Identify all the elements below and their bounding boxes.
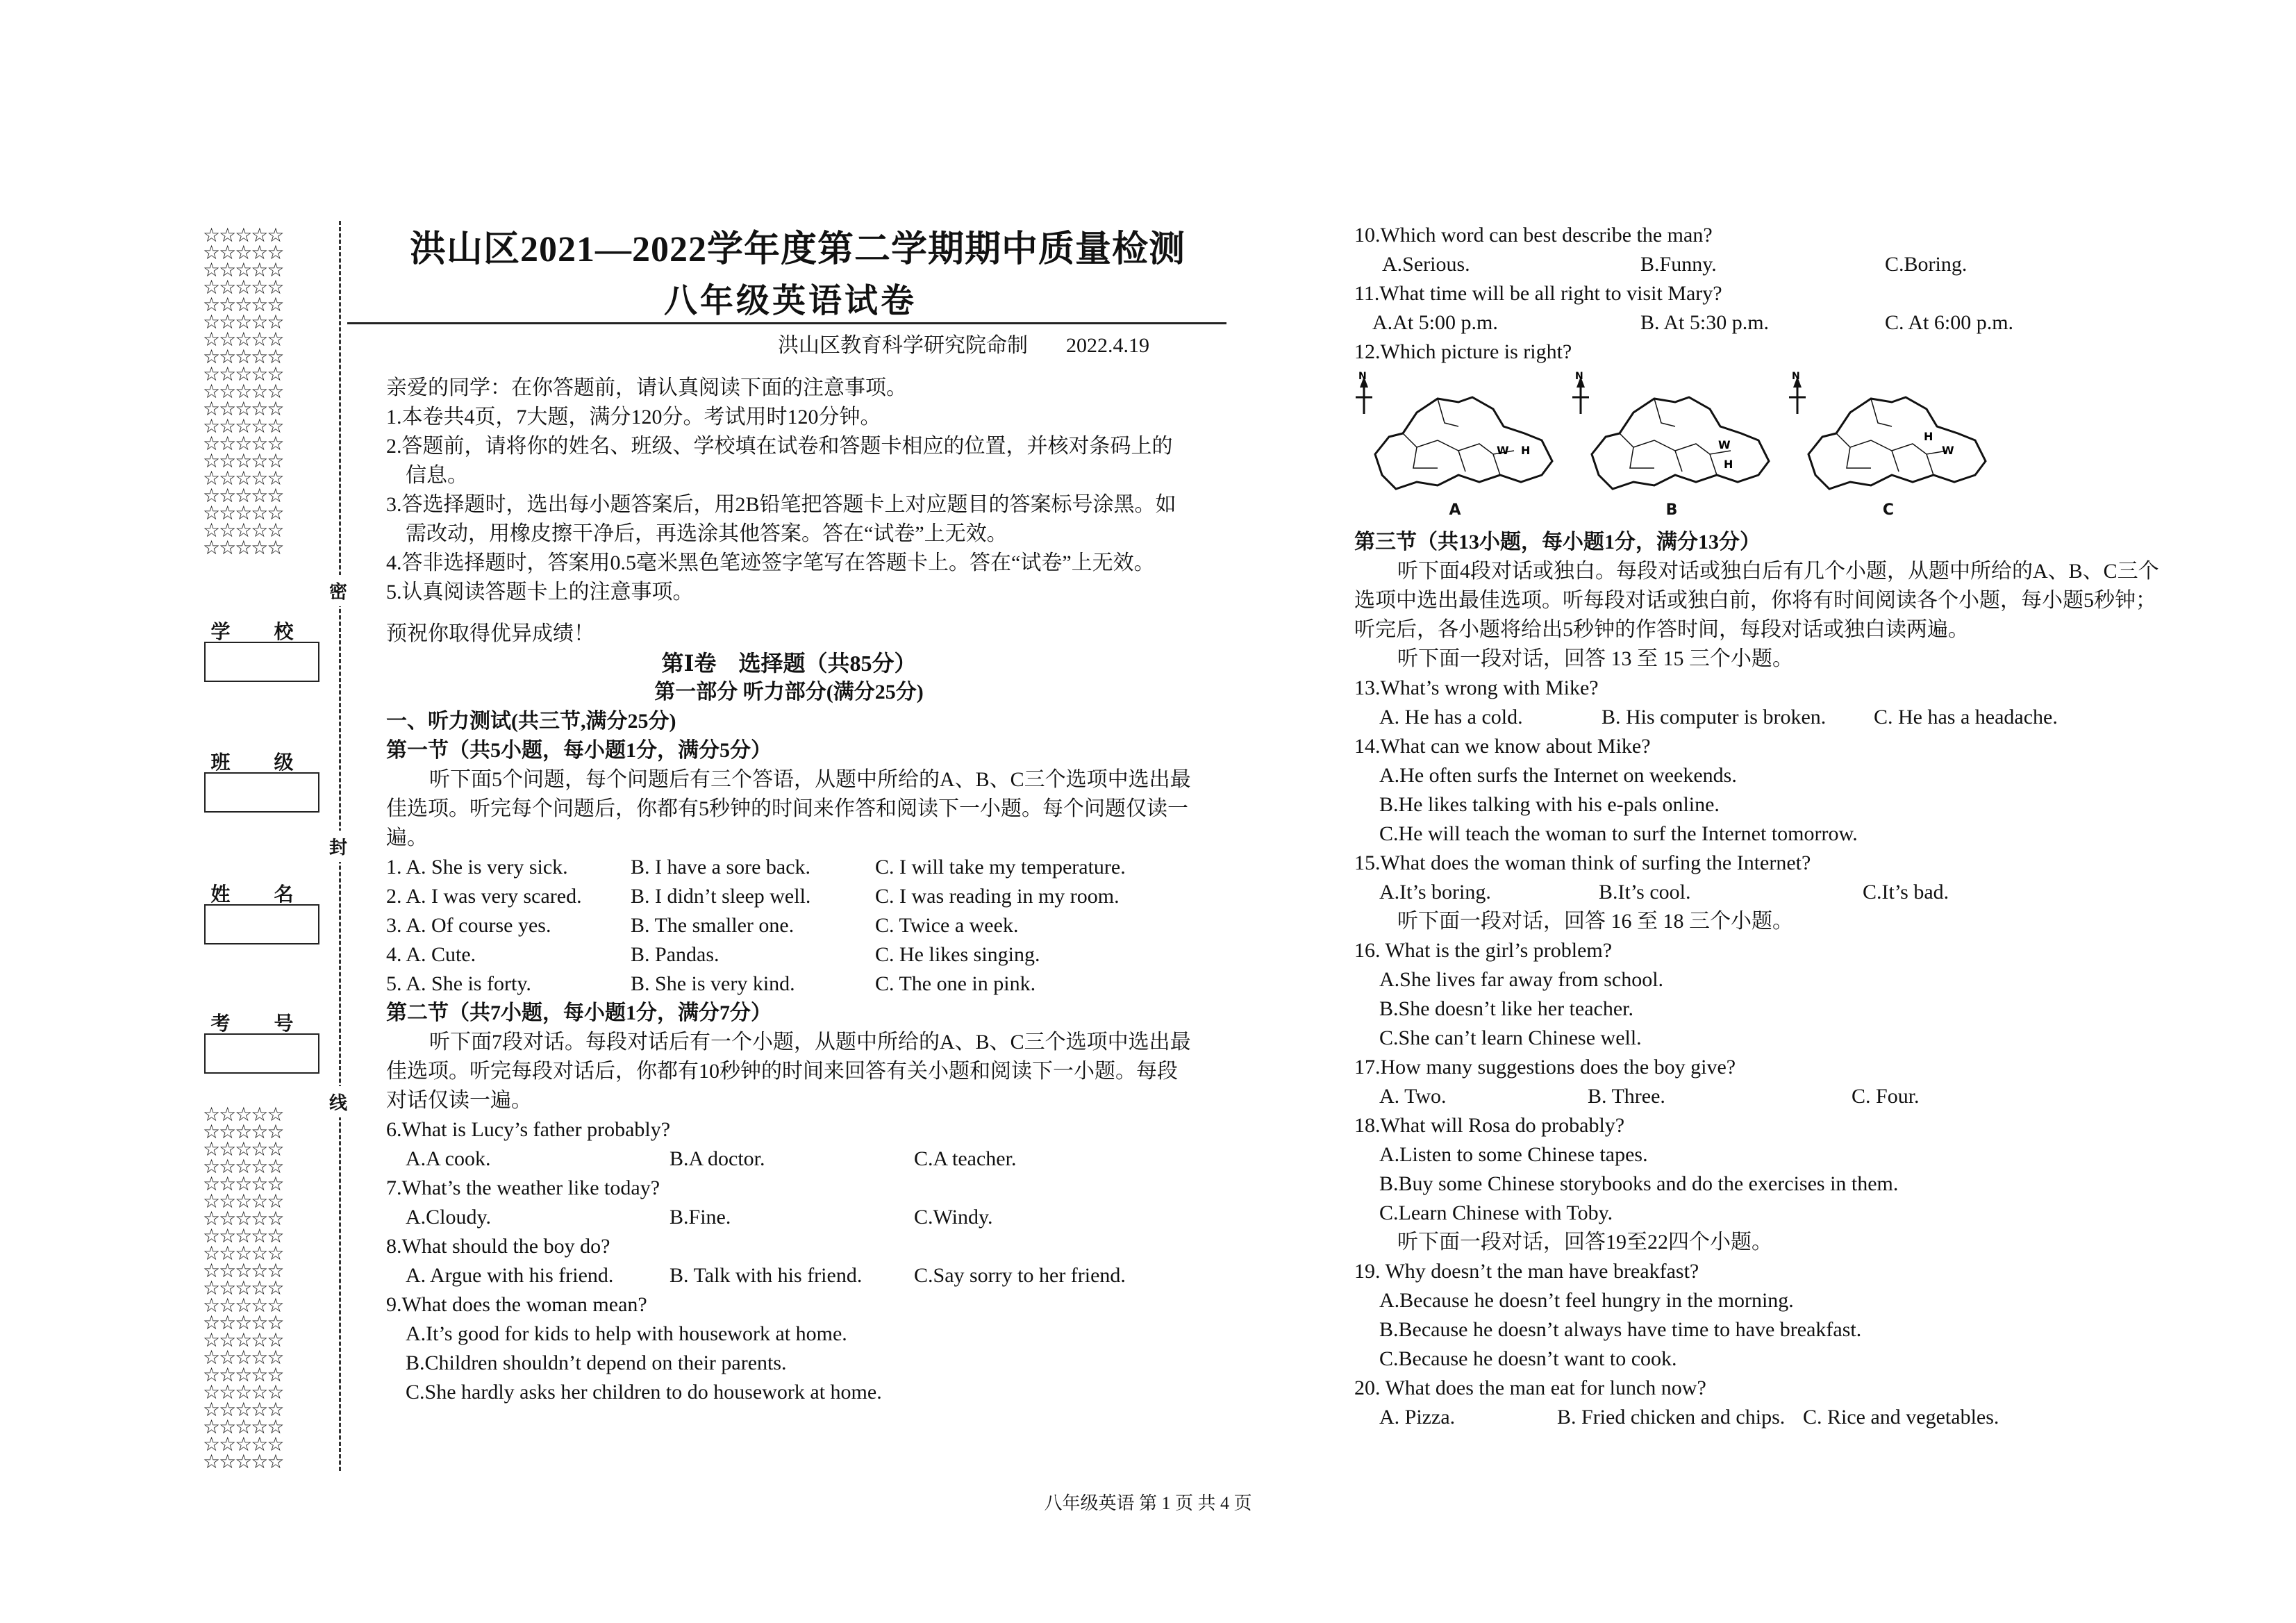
- section2-heading: 第二节（共7小题，每小题1分，满分7分）: [386, 1001, 772, 1024]
- option-c[interactable]: C.A teacher.: [914, 1147, 1017, 1170]
- option-c[interactable]: C.Boring.: [1885, 253, 1968, 276]
- map-label-b: B: [1665, 501, 1678, 519]
- section3-instructions: 听下面4段对话或独白。每段对话或独白后有几个小题，从题中所给的A、B、C三个选项中选出最佳选项。听每段对话或独白前，你将有时间阅读各个小题，每小题5秒钟；听完后，各小题将给出5秒钟的作答时间，每段对话或独白读两遍。: [1354, 560, 2159, 641]
- map-label-a: A: [1449, 501, 1461, 519]
- question-17-options: [1354, 1082, 2160, 1111]
- option-c[interactable]: C. Four.: [1852, 1085, 1920, 1108]
- wish: 预祝你取得优异成绩！: [386, 622, 594, 645]
- star-row: ☆☆☆☆☆: [203, 519, 283, 542]
- option-a[interactable]: 5. A. She is forty.: [386, 972, 531, 995]
- question-6-stem: 6.What is Lucy’s father probably?: [386, 1118, 671, 1141]
- map-option-a[interactable]: [1354, 371, 1556, 525]
- question-14-option-a[interactable]: A.He often surfs the Internet on weekends.: [1379, 764, 1737, 787]
- star-row: ☆☆☆☆☆: [203, 1190, 283, 1213]
- option-c[interactable]: C. Rice and vegetables.: [1803, 1406, 1999, 1429]
- question-8-stem: 8.What should the boy do?: [386, 1235, 610, 1258]
- star-row: ☆☆☆☆☆: [203, 1294, 283, 1317]
- star-row: ☆☆☆☆☆: [203, 432, 283, 455]
- option-a[interactable]: A.Serious.: [1382, 253, 1470, 276]
- option-a[interactable]: A. Two.: [1379, 1085, 1447, 1108]
- star-row: ☆☆☆☆☆: [203, 467, 283, 490]
- svg-text:N: N: [1575, 371, 1583, 382]
- star-row: ☆☆☆☆☆: [203, 1224, 283, 1247]
- school-label: 学 校: [210, 622, 313, 643]
- star-row: ☆☆☆☆☆: [203, 1155, 283, 1178]
- question-15-options: [1354, 878, 2160, 907]
- option-b[interactable]: B.Fine.: [669, 1206, 731, 1229]
- star-row: ☆☆☆☆☆: [203, 397, 283, 420]
- option-a[interactable]: A. Argue with his friend.: [406, 1264, 614, 1287]
- svg-text:H: H: [1521, 444, 1531, 457]
- left-column: [386, 374, 1192, 1407]
- question-16-stem: 16. What is the girl’s problem?: [1354, 939, 1613, 962]
- option-c[interactable]: C. Twice a week.: [875, 914, 1019, 937]
- star-row: ☆☆☆☆☆: [203, 1242, 283, 1265]
- question-14-stem: 14.What can we know about Mike?: [1354, 735, 1651, 758]
- question-19-option-a[interactable]: A.Because he doesn’t feel hungry in the morning.: [1379, 1289, 1794, 1312]
- option-b[interactable]: B. Three.: [1588, 1085, 1665, 1108]
- star-row: ☆☆☆☆☆: [203, 1398, 283, 1421]
- star-row: ☆☆☆☆☆: [203, 1259, 283, 1282]
- option-b[interactable]: B.A doctor.: [669, 1147, 765, 1170]
- option-a[interactable]: A.A cook.: [406, 1147, 491, 1170]
- question-7-stem: 7.What’s the weather like today?: [386, 1176, 660, 1199]
- option-b[interactable]: B. Fried chicken and chips.: [1557, 1406, 1786, 1429]
- option-c[interactable]: C. He has a headache.: [1874, 706, 2058, 729]
- title-rule: [347, 322, 1226, 324]
- question-15-stem: 15.What does the woman think of surfing the Internet?: [1354, 851, 1811, 874]
- svg-text:W: W: [1718, 438, 1731, 451]
- question-16-option-b[interactable]: B.She doesn’t like her teacher.: [1379, 997, 1634, 1020]
- option-a[interactable]: 1. A. She is very sick.: [386, 856, 568, 879]
- question-14-option-b[interactable]: B.He likes talking with his e-pals online.: [1379, 793, 1720, 816]
- star-row: ☆☆☆☆☆: [203, 1329, 283, 1351]
- star-row: ☆☆☆☆☆: [203, 310, 283, 333]
- name-label: 姓 名: [210, 884, 313, 906]
- option-c[interactable]: C. The one in pink.: [875, 972, 1036, 995]
- question-18-option-b[interactable]: B.Buy some Chinese storybooks and do the exercises in them.: [1379, 1172, 1899, 1195]
- star-row: ☆☆☆☆☆: [203, 1311, 283, 1334]
- section2-instructions: 听下面7段对话。每段对话后有一个小题，从题中所给的A、B、C三个选项中选出最佳选项。听完每段对话后，你都有10秒钟的时间来回答有关小题和阅读下一小题。每段对话仅读一遍。: [386, 1031, 1191, 1112]
- exam-number-field[interactable]: [204, 1033, 319, 1074]
- section1-instructions: 听下面5个问题，每个问题后有三个答语，从题中所给的A、B、C三个选项中选出最佳选项。听完每个问题后，你都有5秒钟的时间来作答和阅读下一小题。每个问题仅读一遍。: [386, 768, 1191, 849]
- map-a-drawing: [1354, 371, 1556, 496]
- option-b[interactable]: B. His computer is broken.: [1602, 706, 1827, 729]
- question-14-option-c[interactable]: C.He will teach the woman to surf the Internet tomorrow.: [1379, 822, 1858, 845]
- class-label: 班 级: [210, 752, 313, 774]
- question-16-option-a[interactable]: A.She lives far away from school.: [1379, 968, 1664, 991]
- star-row: ☆☆☆☆☆: [203, 1138, 283, 1160]
- map-c-drawing: [1788, 371, 1989, 496]
- svg-text:W: W: [1942, 444, 1954, 457]
- option-c[interactable]: C. I was reading in my room.: [875, 885, 1120, 908]
- school-field[interactable]: [204, 642, 319, 682]
- star-row: ☆☆☆☆☆: [203, 536, 283, 559]
- question-20-stem: 20. What does the man eat for lunch now?: [1354, 1376, 1706, 1399]
- exam-number-label: 考 号: [210, 1013, 313, 1035]
- map-option-c[interactable]: [1788, 371, 1989, 525]
- option-c[interactable]: C. At 6:00 p.m.: [1885, 311, 2014, 334]
- question-20-options: [1354, 1403, 2160, 1432]
- notice-intro: 亲爱的同学：在你答题前，请认真阅读下面的注意事项。: [386, 376, 907, 399]
- option-a[interactable]: A.It’s boring.: [1379, 881, 1491, 904]
- question-9-option-b[interactable]: B.Children shouldn’t depend on their parents.: [406, 1351, 787, 1374]
- question-18-option-c[interactable]: C.Learn Chinese with Toby.: [1379, 1201, 1613, 1224]
- star-row: ☆☆☆☆☆: [203, 501, 283, 524]
- question-12-maps: [1354, 371, 2160, 525]
- lead-19-22: 听下面一段对话，回答19至22四个小题。: [1397, 1231, 1772, 1254]
- option-a[interactable]: 3. A. Of course yes.: [386, 914, 551, 937]
- option-a[interactable]: 2. A. I was very scared.: [386, 885, 582, 908]
- map-b-drawing: [1571, 371, 1772, 496]
- seal-char-feng: 封: [329, 831, 347, 862]
- question-12-stem: 12.Which picture is right?: [1354, 340, 1572, 363]
- star-row: ☆☆☆☆☆: [203, 1346, 283, 1369]
- star-row: ☆☆☆☆☆: [203, 1363, 283, 1386]
- star-row: ☆☆☆☆☆: [203, 1207, 283, 1230]
- option-c[interactable]: C. He likes singing.: [875, 943, 1040, 966]
- question-13-stem: 13.What’s wrong with Mike?: [1354, 676, 1599, 699]
- star-row: ☆☆☆☆☆: [203, 224, 283, 247]
- question-19-option-c[interactable]: C.Because he doesn’t want to cook.: [1379, 1347, 1677, 1370]
- option-b[interactable]: B. Pandas.: [631, 943, 719, 966]
- star-row: ☆☆☆☆☆: [203, 1433, 283, 1456]
- star-row: ☆☆☆☆☆: [203, 328, 283, 351]
- page-footer: 八年级英语 第 1 页 共 4 页: [1044, 1493, 1252, 1513]
- option-a[interactable]: A.At 5:00 p.m.: [1372, 311, 1498, 334]
- question-13-options: [1354, 703, 2160, 732]
- question-6-options: [386, 1145, 1192, 1174]
- option-c[interactable]: C.Windy.: [914, 1206, 993, 1229]
- map-option-b[interactable]: [1571, 371, 1772, 525]
- option-b[interactable]: B. I have a sore back.: [631, 856, 811, 879]
- star-row: ☆☆☆☆☆: [203, 1276, 283, 1299]
- option-b[interactable]: B. I didn’t sleep well.: [631, 885, 811, 908]
- option-c[interactable]: C.Say sorry to her friend.: [914, 1264, 1126, 1287]
- part-title: 第一部分 听力部分(满分25分): [654, 681, 924, 704]
- section3-heading: 第三节（共13小题，每小题1分，满分13分）: [1354, 531, 1761, 554]
- right-column: [1354, 221, 2160, 1432]
- question-19-stem: 19. Why doesn’t the man have breakfast?: [1354, 1260, 1699, 1283]
- name-field[interactable]: [204, 904, 319, 944]
- option-a[interactable]: A.Cloudy.: [406, 1206, 492, 1229]
- svg-text:W: W: [1497, 444, 1509, 457]
- star-row: ☆☆☆☆☆: [203, 415, 283, 438]
- star-row: ☆☆☆☆☆: [203, 1120, 283, 1143]
- question-18-stem: 18.What will Rosa do probably?: [1354, 1114, 1625, 1137]
- exam-date: 2022.4.19: [1066, 334, 1149, 357]
- star-row: ☆☆☆☆☆: [203, 1172, 283, 1195]
- question-1: [386, 853, 1192, 882]
- class-field[interactable]: [204, 772, 319, 813]
- svg-text:N: N: [1358, 371, 1367, 382]
- seal-char-xian: 线: [329, 1086, 347, 1117]
- svg-text:H: H: [1724, 458, 1733, 471]
- option-b[interactable]: B. At 5:30 p.m.: [1640, 311, 1770, 334]
- north-arrow: [1789, 371, 1806, 414]
- issuer: 洪山区教育科学研究院命制: [778, 334, 1028, 357]
- seal-char-mi: 密: [329, 575, 347, 606]
- star-row: ☆☆☆☆☆: [203, 1103, 283, 1126]
- question-11-stem: 11.What time will be all right to visit Mary?: [1354, 282, 1722, 305]
- question-17-stem: 17.How many suggestions does the boy give?: [1354, 1056, 1736, 1079]
- star-row: ☆☆☆☆☆: [203, 363, 283, 385]
- option-b[interactable]: B. Talk with his friend.: [669, 1264, 863, 1287]
- question-10-stem: 10.Which word can best describe the man?: [1354, 224, 1713, 247]
- question-8-options: [386, 1261, 1192, 1290]
- question-18-option-a[interactable]: A.Listen to some Chinese tapes.: [1379, 1143, 1648, 1166]
- question-16-option-c[interactable]: C.She can’t learn Chinese well.: [1379, 1026, 1642, 1049]
- star-row: ☆☆☆☆☆: [203, 1381, 283, 1404]
- star-row: ☆☆☆☆☆: [203, 1415, 283, 1438]
- question-7-options: [386, 1203, 1192, 1232]
- star-row: ☆☆☆☆☆: [203, 241, 283, 264]
- option-b[interactable]: B.It’s cool.: [1599, 881, 1691, 904]
- star-row: ☆☆☆☆☆: [203, 276, 283, 299]
- option-c[interactable]: C.It’s bad.: [1863, 881, 1949, 904]
- section1-heading: 第一节（共5小题，每小题1分，满分5分）: [386, 739, 772, 762]
- question-10-options: [1354, 250, 2160, 279]
- question-9-option-c[interactable]: C.She hardly asks her children to do housework at home.: [406, 1381, 882, 1404]
- question-2: [386, 882, 1192, 911]
- exam-title: 洪山区2021—2022学年度第二学期期中质量检测: [410, 230, 1186, 269]
- option-b[interactable]: B. The smaller one.: [631, 914, 795, 937]
- question-4: [386, 940, 1192, 969]
- question-9-stem: 9.What does the woman mean?: [386, 1293, 647, 1316]
- notice-item-2: 2.答题前，请将你的姓名、班级、学校填在试卷和答题卡相应的位置，并核对条码上的信息。: [386, 435, 1173, 487]
- notice-item-1: 1.本卷共4页，7大题，满分120分。考试用时120分钟。: [386, 406, 881, 428]
- star-row: ☆☆☆☆☆: [203, 1450, 283, 1473]
- exam-subtitle: 八年级英语试卷: [664, 283, 917, 319]
- north-arrow: [1572, 371, 1589, 414]
- notice-item-3: 3.答选择题时，选出每小题答案后，用2B铅笔把答题卡上对应题目的答案标号涂黑。如需改动，用橡皮擦干净后，再选涂其他答案。答在“试卷”上无效。: [386, 493, 1176, 545]
- option-b[interactable]: B.Funny.: [1640, 253, 1717, 276]
- notice-item-4: 4.答非选择题时，答案用0.5毫米黑色笔迹签字笔写在答题卡上。答在“试卷”上无效。: [386, 551, 1155, 574]
- star-row: ☆☆☆☆☆: [203, 484, 283, 507]
- star-row: ☆☆☆☆☆: [203, 380, 283, 403]
- question-9-option-a[interactable]: A.It’s good for kids to help with housework at home.: [406, 1322, 847, 1345]
- svg-text:N: N: [1792, 371, 1800, 382]
- option-a[interactable]: 4. A. Cute.: [386, 943, 476, 966]
- volume-title: 第Ⅰ卷 选择题（共85分）: [661, 651, 917, 676]
- issuer-line: [778, 328, 1149, 358]
- question-3: [386, 911, 1192, 940]
- option-b[interactable]: B. She is very kind.: [631, 972, 795, 995]
- option-a[interactable]: A. Pizza.: [1379, 1406, 1456, 1429]
- star-row: ☆☆☆☆☆: [203, 258, 283, 281]
- option-a[interactable]: A. He has a cold.: [1379, 706, 1523, 729]
- svg-text:H: H: [1924, 430, 1933, 443]
- star-row: ☆☆☆☆☆: [203, 449, 283, 472]
- north-arrow: [1356, 371, 1372, 414]
- lead-13-15: 听下面一段对话，回答 13 至 15 三个小题。: [1397, 647, 1793, 670]
- star-row: ☆☆☆☆☆: [203, 345, 283, 368]
- notice-item-5: 5.认真阅读答题卡上的注意事项。: [386, 581, 694, 604]
- star-border-bottom: [203, 1103, 314, 1473]
- lead-16-18: 听下面一段对话，回答 16 至 18 三个小题。: [1397, 910, 1793, 933]
- question-11-options: [1354, 308, 2160, 338]
- star-row: ☆☆☆☆☆: [203, 293, 283, 316]
- star-border-top: [203, 224, 314, 559]
- option-c[interactable]: C. I will take my temperature.: [875, 856, 1126, 879]
- section-heading: 一、听力测试(共三节,满分25分): [386, 710, 676, 733]
- question-19-option-b[interactable]: B.Because he doesn’t always have time to have breakfast.: [1379, 1318, 1862, 1341]
- section1-questions: [386, 853, 1192, 999]
- question-5: [386, 969, 1192, 999]
- map-label-c: C: [1882, 501, 1895, 519]
